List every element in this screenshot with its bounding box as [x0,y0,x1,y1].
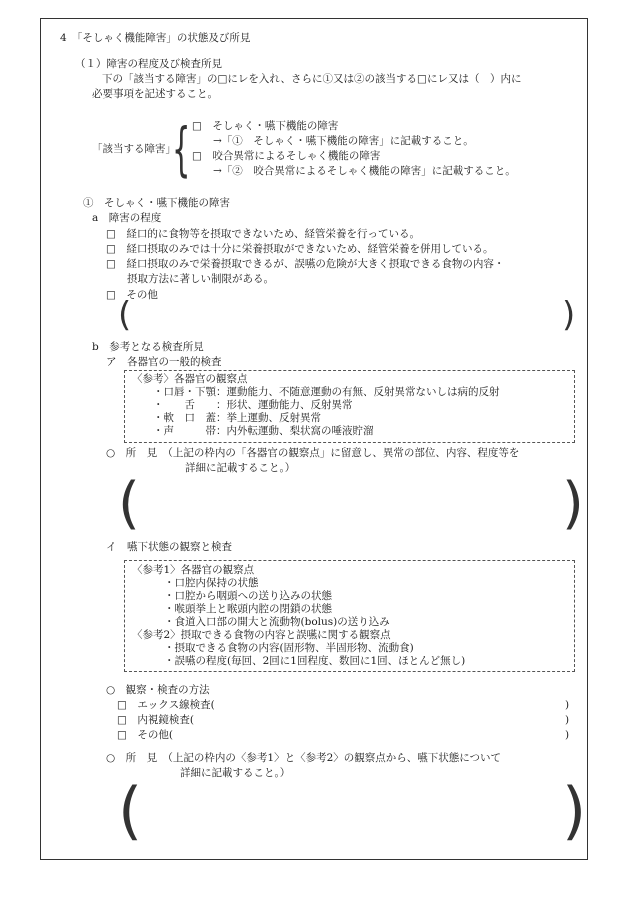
findings-heading: b 参考となる検査所見 [92,341,204,353]
applicable-option-1[interactable]: □ そしゃく・嚥下機能の障害 [192,120,339,132]
findings-close-paren: ) [562,471,584,536]
ref1-line-1: ・口腔内保持の状態 [164,577,259,589]
method-other-close: ) [565,729,570,741]
ref1-line-3: ・喉頭挙上と喉頭内腔の閉鎖の状態 [164,603,332,615]
swallow-findings-open-paren: ( [118,774,143,847]
part1-heading: ① そしゃく・嚥下機能の障害 [83,197,230,209]
applicable-label: 「該当する障害」 [92,143,176,155]
degree-option-3[interactable]: □ 経口摂取のみで栄養摂取できるが、誤嚥の危険が大きく摂取できる食物の内容・ [106,258,505,270]
findings-line-2: 詳細に記載すること。） [185,462,296,474]
other-open-paren: ( [118,295,132,335]
ref-line-4: ・声 帯：内外転運動、梨状窩の唾液貯溜 [153,425,374,437]
brace-glyph: { [172,115,191,183]
instruction-line-1: 下の「該当する障害」の□にレを入れ、さらに①又は②の該当する□にレ又は（ ）内に [102,73,522,85]
general-exam-heading: ア 各器官の一般的検査 [106,356,222,368]
degree-heading: a 障害の程度 [92,212,162,224]
section-title: 4 「そしゃく機能障害」の状態及び所見 [60,32,251,44]
ref-line-2: ・ 舌 ：形状、運動能力、反射異常 [153,399,353,411]
ref1-line-2: ・口腔から咽頭への送り込みの状態 [164,590,332,602]
ref2-title: 〈参考2〉摂取できる食物の内容と誤嚥に関する観察点 [132,629,391,641]
swallow-findings-line-2: 詳細に記載すること。） [180,767,291,779]
sub-heading: （１）障害の程度及び検査所見 [75,58,222,70]
method-xray[interactable]: □ エックス線検査( [117,699,215,711]
degree-option-1[interactable]: □ 経口的に食物等を摂取できないため、経管栄養を行っている。 [106,228,420,240]
ref2-line-2: ・誤嚥の程度(毎回、2回に1回程度、数回に1回、ほとんど無し) [164,655,466,667]
degree-option-3-cont: 摂取方法に著しい制限がある。 [127,273,274,285]
method-xray-close: ) [565,699,570,711]
findings-line-1: ○ 所 見 （上記の枠内の「各器官の観察点」に留意し、異常の部位、内容、程度等を [106,447,520,459]
degree-option-2[interactable]: □ 経口摂取のみでは十分に栄養摂取ができないため、経管栄養を併用している。 [106,243,494,255]
swallow-findings-line-1: ○ 所 見 （上記の枠内の〈参考1〉と〈参考2〉の観察点から、嚥下状態について [106,752,502,764]
ref1-title: 〈参考1〉各器官の観察点 [132,564,255,576]
ref2-line-1: ・摂取できる食物の内容(固形物、半固形物、流動食) [164,642,414,654]
method-heading: ○ 観察・検査の方法 [106,684,210,696]
swallow-findings-close-paren: ) [562,774,587,847]
findings-open-paren: ( [118,471,140,536]
ref-title: 〈参考〉各器官の観察点 [132,373,248,385]
applicable-option-2[interactable]: □ 咬合異常によるそしゃく機能の障害 [192,150,381,162]
ref1-line-4: ・食道入口部の開大と流動物(bolus)の送り込み [164,616,390,628]
instruction-line-2: 必要事項を記述すること。 [92,88,218,100]
ref-line-3: ・軟 口 蓋：挙上運動、反射異常 [153,412,321,424]
applicable-note-1: →「① そしゃく・嚥下機能の障害」に記載すること。 [213,135,474,147]
method-other[interactable]: □ その他( [117,729,174,741]
swallow-exam-heading: イ 嚥下状態の観察と検査 [106,541,232,553]
applicable-note-2: →「② 咬合異常によるそしゃく機能の障害」に記載すること。 [213,165,516,177]
method-endoscope-close: ) [565,714,570,726]
method-endoscope[interactable]: □ 内視鏡検査( [117,714,195,726]
other-close-paren: ) [562,295,576,335]
degree-option-other[interactable]: □ その他 [106,289,158,301]
ref-line-1: ・口唇・下顎：運動能力、不随意運動の有無、反射異常ないしは病的反射 [153,386,500,398]
